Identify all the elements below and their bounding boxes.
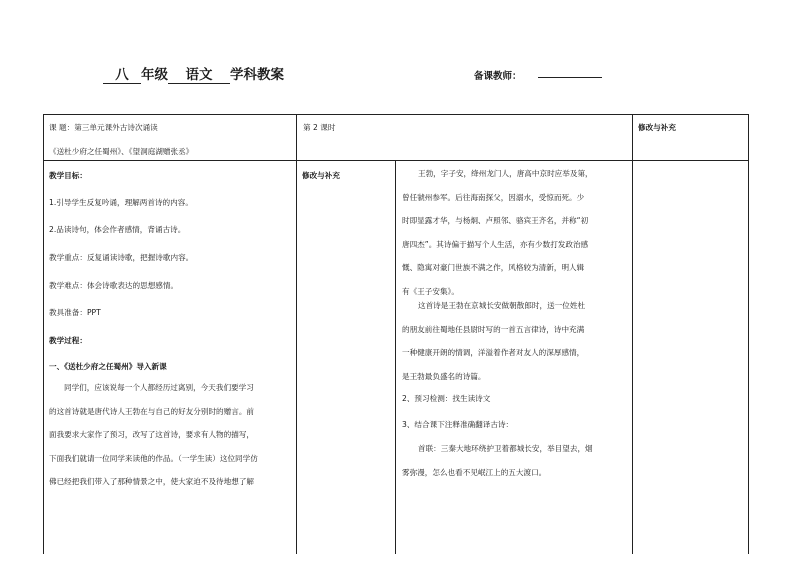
poem-line: 的朋友前往蜀地任县尉时写的一首五言律诗，诗中充满 bbox=[402, 324, 585, 334]
subject-suffix: 学科教案 bbox=[230, 67, 284, 83]
teaching-goals-heading: 教学目标： bbox=[49, 171, 87, 180]
bio-line: 有《王子安集》。 bbox=[402, 286, 459, 296]
bio-line: 王勃，字子安，绛州龙门人，唐高中京时应举及第， bbox=[418, 169, 593, 178]
topic-label: 课 题：第三单元课外古诗次诵读 bbox=[49, 123, 158, 132]
intro-line: 同学们，应该说每一个人都经历过离别，今天我们要学习 bbox=[64, 383, 254, 392]
bio-line: 时即显露才华，与杨炯、卢照邻、骆宾王齐名，并称“初 bbox=[402, 216, 589, 225]
difficulty: 教学难点：体会诗歌表达的思想感情。 bbox=[49, 281, 179, 290]
topic-poems: 《送杜少府之任蜀州》、《望洞庭湖赠张丞》 bbox=[49, 147, 194, 156]
teacher-name-blank bbox=[538, 77, 602, 78]
couplet-translation bbox=[402, 437, 593, 484]
lesson-plan-title bbox=[103, 63, 284, 84]
lesson-plan-table bbox=[43, 114, 749, 554]
intro-paragraph bbox=[49, 376, 258, 494]
goal-2: 2.品读诗句，体会作者感情，背诵古诗。 bbox=[49, 225, 186, 234]
intro-line: 面我要求大家作了预习，改写了这首诗，要求有人物的描写， bbox=[49, 430, 255, 439]
teaching-process: 教学过程： bbox=[49, 336, 87, 345]
lesson-number: 第 2 课时 bbox=[303, 123, 336, 132]
teaching-tools: 教具准备：PPT bbox=[49, 308, 101, 317]
couplet-line: 雾弥漫，怎么也看不见岷江上的五大渡口。 bbox=[402, 467, 547, 477]
intro-line: 佛已经把我们带入了那种情景之中，使大家迫不及待地想了解 bbox=[49, 477, 255, 486]
table-border-top bbox=[43, 114, 749, 115]
bio-line: 曾任虢州参军。后往海南探父，因溺水，受惊而死。少 bbox=[402, 192, 585, 202]
couplet-line: 首联：三秦大地环绕护卫着都城长安，举目望去，烟 bbox=[418, 444, 593, 453]
column-divider-3 bbox=[632, 114, 633, 554]
bio-line: 慨、隐寓对豪门世族不满之作，风格较为清新，明人辑 bbox=[402, 263, 585, 272]
intro-line: 下面我们就请一位同学来读他的作品。（一学生读）这位同学仿 bbox=[49, 453, 258, 463]
poem-line: 是王勃最负盛名的诗篇。 bbox=[402, 371, 486, 381]
intro-line: 的这首诗就是唐代诗人王勃在与自己的好友分别时的赠言。前 bbox=[49, 406, 255, 416]
poem-background bbox=[402, 294, 585, 388]
table-border-right bbox=[748, 114, 749, 554]
revise-label: 修改与补充 bbox=[302, 171, 340, 180]
teacher-label: 备课教师： bbox=[474, 71, 522, 82]
step-3: 3、结合课下注释准确翻译古诗： bbox=[402, 420, 514, 429]
step-2: 2、预习检测：找生读诗文 bbox=[402, 394, 491, 403]
table-border-left bbox=[43, 114, 44, 554]
poem-line: 一种健康开朗的情调，洋溢着作者对友人的深厚感情， bbox=[402, 348, 585, 357]
revise-header: 修改与补充 bbox=[638, 123, 676, 132]
table-row-divider bbox=[43, 160, 749, 161]
column-divider-1 bbox=[296, 114, 297, 554]
section-1-heading: 一、《送杜少府之任蜀州》导入新课 bbox=[49, 362, 167, 371]
column-divider-2 bbox=[395, 160, 396, 554]
goal-1: 1.引导学生反复吟诵，理解两首诗的内容。 bbox=[49, 198, 193, 207]
poem-line: 这首诗是王勃在京城长安做朝散郎时，送一位姓杜 bbox=[418, 301, 586, 310]
author-bio bbox=[402, 162, 593, 303]
key-point: 教学重点：反复诵读诗歌，把握诗歌内容。 bbox=[49, 253, 194, 262]
grade-value: 八 bbox=[103, 68, 141, 84]
subject-value: 语文 bbox=[168, 68, 230, 84]
grade-suffix: 年级 bbox=[141, 67, 168, 83]
bio-line: 唐四杰”。其诗偏于描写个人生活，亦有少数打发政治感 bbox=[402, 239, 589, 249]
